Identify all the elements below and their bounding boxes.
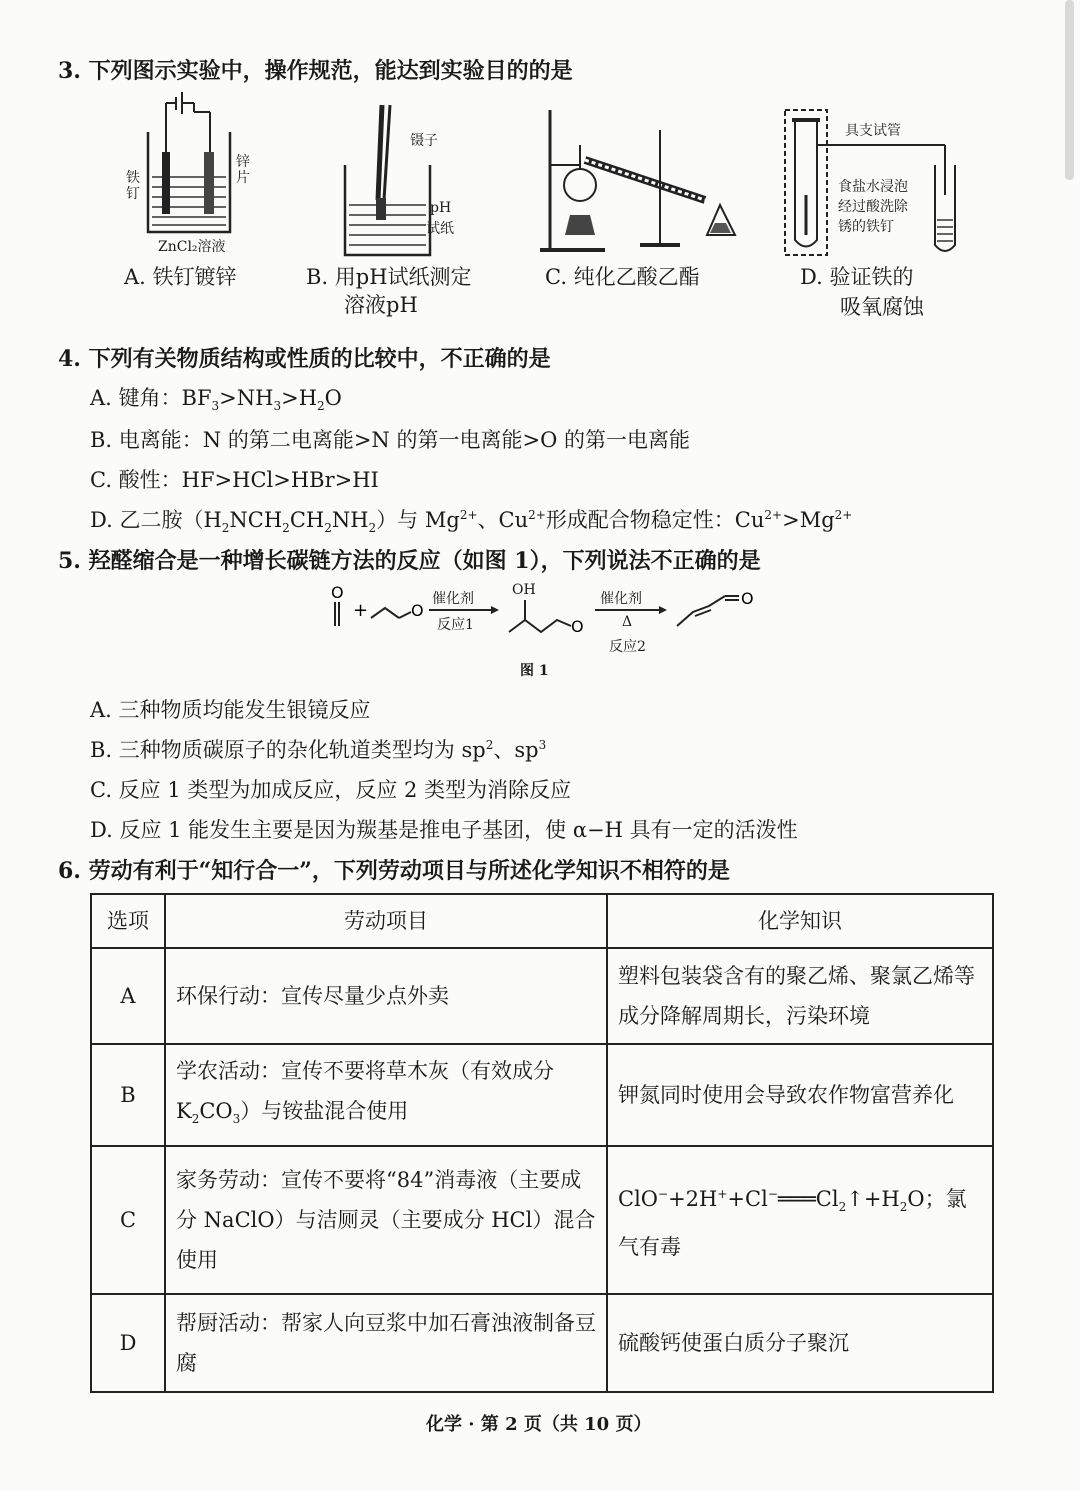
fig-b-caption-2: 溶液pH xyxy=(344,293,418,317)
reaction-2-label: 反应2 xyxy=(609,639,646,655)
row-b-item: 学农活动：宣传不要将草木灰（有效成分 $K_2CO_3$）与铵盐混合使用 xyxy=(165,1044,607,1146)
q6-stem: 6. 劳动有利于“知行合一”，下列劳动项目与所述化学知识不相符的是 xyxy=(58,858,730,884)
labor-table xyxy=(90,893,994,1393)
q4-option-d: D. 乙二胺$(H_2NCH_2CH_2NH_2)$与 $Mg^{2+}$、$Cu^{2+}$形成配合物稳定性：$Cu^{2+}>Mg^{2+}$ xyxy=(90,508,853,536)
row-b-option: B xyxy=(91,1044,165,1146)
aldol-o: O xyxy=(571,617,584,636)
table-row xyxy=(91,1294,993,1392)
row-c-option: C xyxy=(91,1146,165,1294)
table-row xyxy=(91,1146,993,1294)
fig-a-caption: A. 铁钉镀锌 xyxy=(124,265,237,289)
page-footer: 化学 · 第 2 页（共 10 页） xyxy=(426,1414,652,1435)
q4-option-c: C. 酸性：HF>HCl>HBr>HI xyxy=(90,468,379,492)
q5-option-c: C. 反应 1 类型为加成反应，反应 2 类型为消除反应 xyxy=(90,778,572,802)
heat-label: Δ xyxy=(622,614,633,630)
fig-d-nail-label-1: 食盐水浸泡 xyxy=(838,179,908,195)
acetaldehyde-o: O xyxy=(411,601,424,620)
plus-sign: + xyxy=(353,600,369,621)
table-row xyxy=(91,1044,993,1146)
fig-b-paper-label-1: pH xyxy=(430,200,452,216)
formaldehyde-o: O xyxy=(331,583,344,602)
row-a-option: A xyxy=(91,948,165,1044)
header-option: 选项 xyxy=(91,894,165,948)
catalyst-2-label: 催化剂 xyxy=(600,591,642,607)
row-c-knowledge: $ClO^-+2H^++Cl^-═══Cl_2↑+H_2O$；氯气有毒 xyxy=(607,1146,993,1294)
figure-1-caption: 图 1 xyxy=(520,663,549,679)
fig-a-left-label: 铁钉 xyxy=(126,170,140,202)
fig-c-caption: C. 纯化乙酸乙酯 xyxy=(545,265,700,289)
row-d-item: 帮厨活动：帮家人向豆浆中加石膏浊液制备豆腐 xyxy=(165,1294,607,1392)
table-row xyxy=(91,948,993,1044)
header-chemistry: 化学知识 xyxy=(607,894,993,948)
row-b-knowledge: 钾氮同时使用会导致农作物富营养化 xyxy=(607,1044,993,1146)
row-c-item: 家务劳动：宣传不要将“84”消毒液（主要成分 NaClO）与洁厕灵（主要成分 HCl）混合使用 xyxy=(165,1146,607,1294)
row-a-knowledge: 塑料包装袋含有的聚乙烯、聚氯乙烯等成分降解周期长，污染环境 xyxy=(607,948,993,1044)
table-header-row xyxy=(91,894,993,948)
fig-d-caption-1: D. 验证铁的 xyxy=(800,265,914,289)
fig-d-nail-label-2: 经过酸洗除 xyxy=(838,199,908,215)
figure-b-ph-test xyxy=(330,100,450,265)
q5-option-b: B. 三种物质碳原子的杂化轨道类型均为 $sp^2$、$sp^3$ xyxy=(90,738,547,762)
scrollbar[interactable] xyxy=(1065,0,1074,180)
fig-b-paper-label-2: 试纸 xyxy=(426,221,454,237)
q5-option-a: A. 三种物质均能发生银镜反应 xyxy=(90,698,371,722)
header-labor-item: 劳动项目 xyxy=(165,894,607,948)
q3-stem: 3. 下列图示实验中，操作规范，能达到实验目的的是 xyxy=(58,58,573,84)
q4-stem: 4. 下列有关物质结构或性质的比较中，不正确的是 xyxy=(58,346,551,372)
row-a-item: 环保行动：宣传尽量少点外卖 xyxy=(165,948,607,1044)
reaction-1-label: 反应1 xyxy=(437,617,474,633)
aldol-reaction-scheme xyxy=(325,582,765,662)
fig-d-caption-2: 吸氧腐蚀 xyxy=(840,295,924,319)
row-d-knowledge: 硫酸钙使蛋白质分子聚沉 xyxy=(607,1294,993,1392)
fig-a-bottom-label: ZnCl₂溶液 xyxy=(158,239,226,255)
fig-d-tube-label: 具支试管 xyxy=(845,123,901,139)
q5-stem: 5. 羟醛缩合是一种增长碳链方法的反应（如图 1），下列说法不正确的是 xyxy=(58,548,761,574)
crotonaldehyde-o: O xyxy=(741,589,754,608)
q4-option-b: B. 电离能：N 的第二电离能>N 的第一电离能>O 的第一电离能 xyxy=(90,428,690,452)
oh-label: OH xyxy=(512,582,536,598)
figure-c-distillation xyxy=(535,105,765,255)
q5-option-d: D. 反应 1 能发生主要是因为羰基是推电子基团，使 α−H 具有一定的活泼性 xyxy=(90,818,798,842)
fig-b-tweezers-label: 镊子 xyxy=(410,133,438,149)
q4-option-a: A. 键角：$BF_3>NH_3>H_2O$ xyxy=(90,386,342,414)
fig-b-caption-1: B. 用pH试纸测定 xyxy=(306,265,472,289)
row-d-option: D xyxy=(91,1294,165,1392)
catalyst-1-label: 催化剂 xyxy=(432,591,474,607)
fig-a-right-label: 锌片 xyxy=(236,154,250,186)
fig-d-nail-label-3: 锈的铁钉 xyxy=(838,219,894,235)
